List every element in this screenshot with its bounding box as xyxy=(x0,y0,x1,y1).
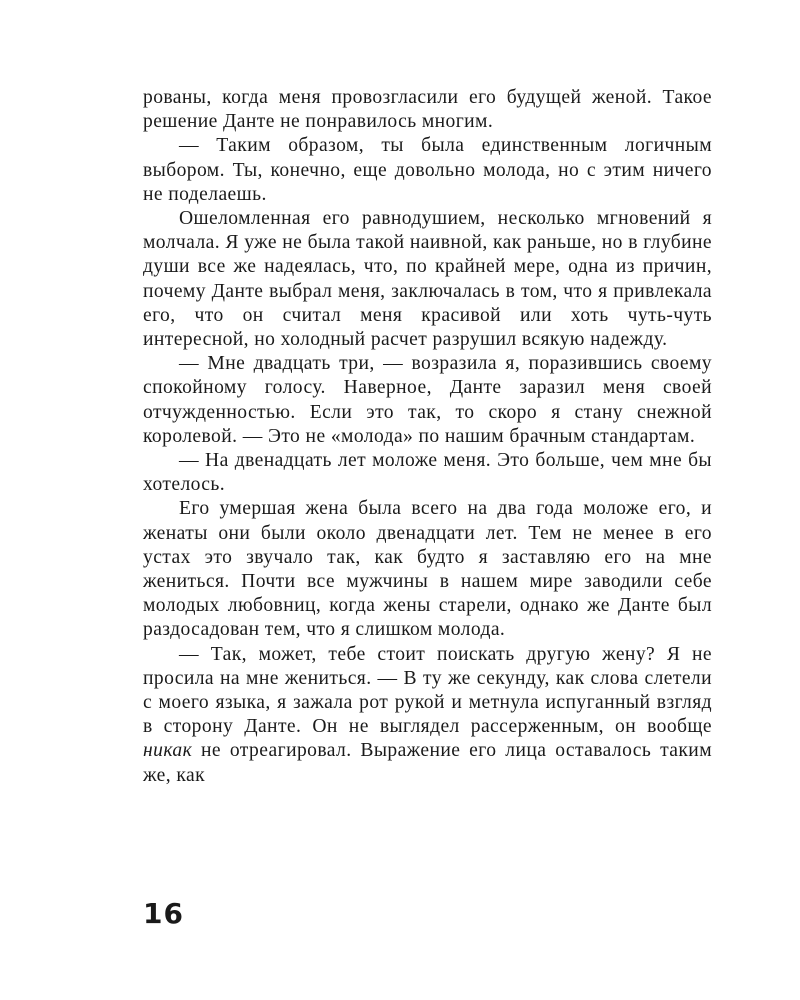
emphasized-word: никак xyxy=(143,740,193,762)
paragraph: — Мне двадцать три, — возразила я, поразившись своему спокойному голосу. Наверное, Данте заразил меня своей отчужденностью. Если это так, то скоро я стану снежной королевой. — Это не «молода» по нашим брачным стандартам. xyxy=(143,353,712,447)
paragraph: рованы, когда меня провозгласили его будущей женой. Такое решение Данте не понравилось многим. xyxy=(143,87,712,133)
paragraph: Его умершая жена была всего на два года моложе его, и женаты они были около двенадцати лет. Тем не менее в его устах это звучало так, как будто я заставляю его на мне жениться. Почти все мужчины в нашем мире заводили себе молодых любовниц, когда жены старели, однако же Данте был раздосадован тем, что я слишком молода. xyxy=(143,498,712,641)
page-number: 16 xyxy=(143,897,184,930)
paragraph: Ошеломленная его равнодушием, несколько мгновений я молчала. Я уже не была такой наивной, как раньше, но в глубине души все же надеялась, что, по крайней мере, одна из причин, почему Данте выбрал меня, заключалась в том, что я привлекала его, что он считал меня красивой или хоть чуть-чуть интересной, но холодный расчет разрушил всякую надежду. xyxy=(143,208,712,351)
paragraph: — На двенадцать лет моложе меня. Это больше, чем мне бы хотелось. xyxy=(143,450,712,496)
paragraph xyxy=(143,643,712,788)
paragraph-text: — Так, может, тебе стоит поискать другую жену? Я не просила на мне жениться. — В ту же секунду, как слова слетели с моего языка, я зажала рот рукой и метнула испуганный взгляд в сторону Данте. Он не выглядел рассерженным, он вообще xyxy=(143,643,712,738)
paragraph: — Таким образом, ты была единственным логичным выбором. Ты, конечно, еще довольно молода, но с этим ничего не поделаешь. xyxy=(143,135,712,205)
body-text xyxy=(143,86,712,788)
paragraph-text: не отреагировал. Выражение его лица оставалось таким же, как xyxy=(143,740,712,786)
